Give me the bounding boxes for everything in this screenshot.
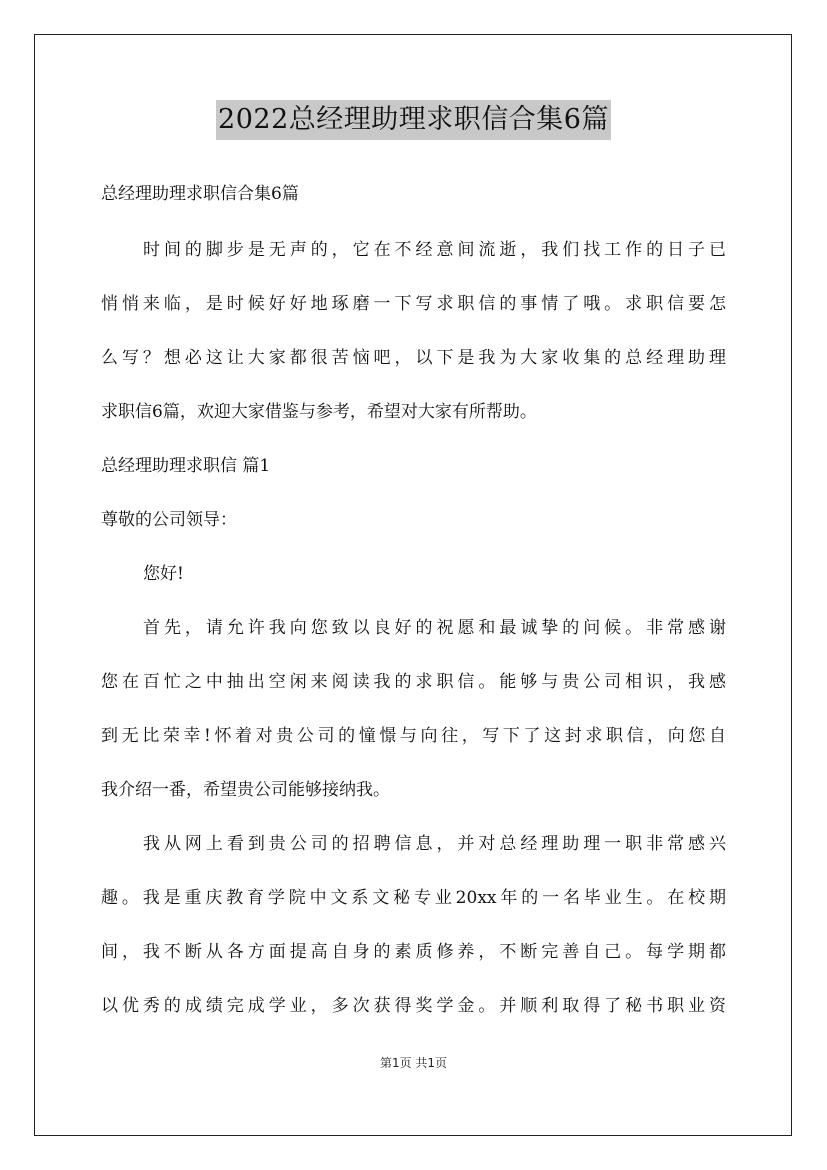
paragraph-line: 以优秀的成绩完成学业，多次获得奖学金。并顺利取得了秘书职业资 <box>101 996 726 1016</box>
paragraph-line: 我介绍一番，希望贵公司能够接纳我。 <box>101 780 390 800</box>
paragraph-line: 首先，请允许我向您致以良好的祝愿和最诚挚的问候。非常感谢 <box>143 618 726 638</box>
salutation: 尊敬的公司领导： <box>101 510 237 530</box>
paragraph-line: 我从网上看到贵公司的招聘信息，并对总经理助理一职非常感兴 <box>143 834 726 854</box>
paragraph-line: 趣。我是重庆教育学院中文系文秘专业20xx年的一名毕业生。在校期 <box>101 888 726 908</box>
paragraph-2 <box>101 817 726 1033</box>
intro-paragraph <box>101 223 726 439</box>
greeting: 您好! <box>143 564 184 584</box>
paragraph-line: 间，我不断从各方面提高自身的素质修养，不断完善自己。每学期都 <box>101 942 726 962</box>
intro-line: 么写？想必这让大家都很苦恼吧，以下是我为大家收集的总经理助理 <box>101 348 726 368</box>
intro-line: 时间的脚步是无声的，它在不经意间流逝，我们找工作的日子已 <box>143 240 726 260</box>
intro-line: 求职信6篇，欢迎大家借鉴与参考，希望对大家有所帮助。 <box>101 402 537 422</box>
page-footer <box>0 1054 827 1071</box>
document-subtitle: 总经理助理求职信合集6篇 <box>101 184 299 204</box>
section-heading: 总经理助理求职信 篇1 <box>101 456 271 476</box>
paragraph-1 <box>101 601 726 817</box>
document-body <box>101 172 726 1033</box>
paragraph-line: 到无比荣幸!怀着对贵公司的憧憬与向往，写下了这封求职信，向您自 <box>101 726 726 746</box>
paragraph-line: 您在百忙之中抽出空闲来阅读我的求职信。能够与贵公司相识，我感 <box>101 672 726 692</box>
page-number: 第1页 共1页 <box>379 1056 448 1070</box>
title-area <box>0 100 827 140</box>
document-title: 2022总经理助理求职信合集6篇 <box>216 100 611 140</box>
intro-line: 悄悄来临，是时候好好地琢磨一下写求职信的事情了哦。求职信要怎 <box>101 294 726 314</box>
